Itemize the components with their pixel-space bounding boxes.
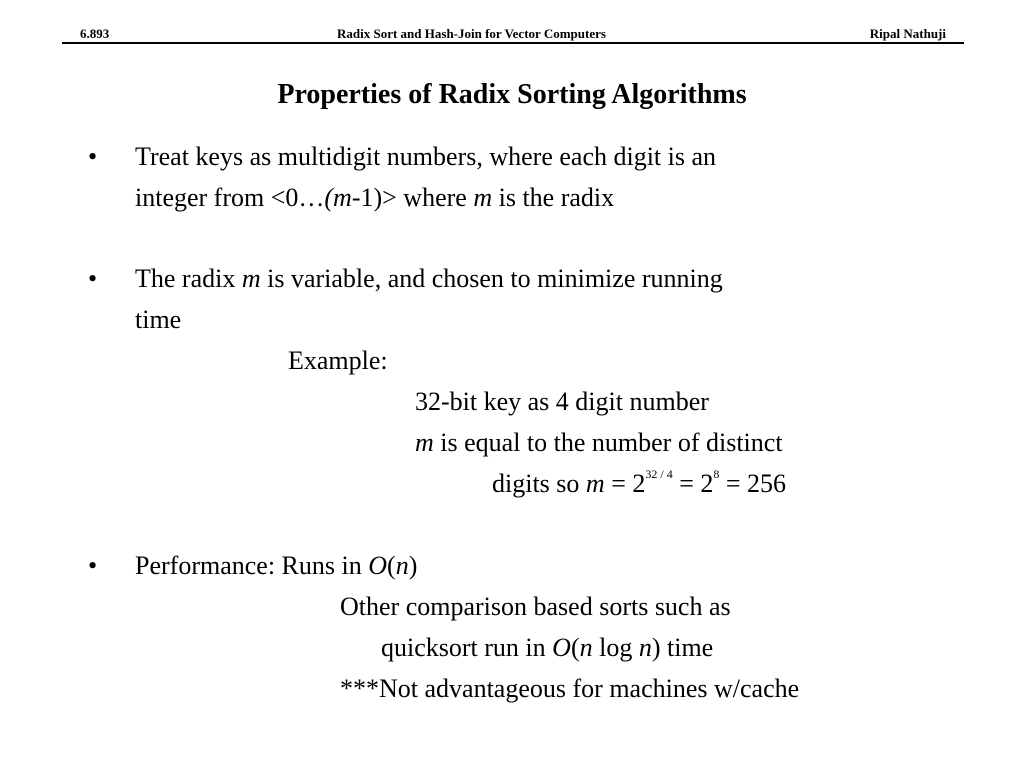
example-line-3: digits so $m = 2^{32 / 4} = 2^8 = 256$ (492, 467, 787, 498)
example-label: Example: (288, 346, 388, 375)
bullet-3-line-2: Other comparison based sorts such as (340, 592, 731, 621)
slide-title: Properties of Radix Sorting Algorithms (277, 79, 747, 110)
header-title: Radix Sort and Hash-Join for Vector Computers (337, 26, 606, 41)
radix-equation: $2^{32 / 4} = 2^8 = 256$ (632, 467, 787, 498)
slide-header (62, 24, 964, 44)
bullet-3-marker: • (88, 551, 98, 580)
bullet-1-line-1: Treat keys as multidigit numbers, where each digit is an (135, 142, 717, 171)
example-line-1: 32-bit key as 4 digit number (415, 387, 709, 416)
bullet-2-marker: • (88, 264, 98, 293)
course-number: 6.893 (80, 26, 110, 41)
bullet-2-line-2: time (135, 305, 182, 334)
bullet-1-line-2: integer from <0…(m-1)> where m is the radix (135, 183, 615, 212)
bullet-3-line-4: ***Not advantageous for machines w/cache (340, 674, 800, 703)
bullet-1-marker: • (88, 142, 98, 171)
bullet-2-line-1: The radix m is variable, and chosen to minimize running (135, 264, 723, 293)
bullet-3-line-1: Performance: Runs in O(n) (135, 551, 418, 580)
bullet-3-line-3: quicksort run in O(n log n) time (381, 633, 714, 662)
header-author: Ripal Nathuji (869, 26, 946, 41)
example-line-2: m is equal to the number of distinct (415, 428, 783, 457)
